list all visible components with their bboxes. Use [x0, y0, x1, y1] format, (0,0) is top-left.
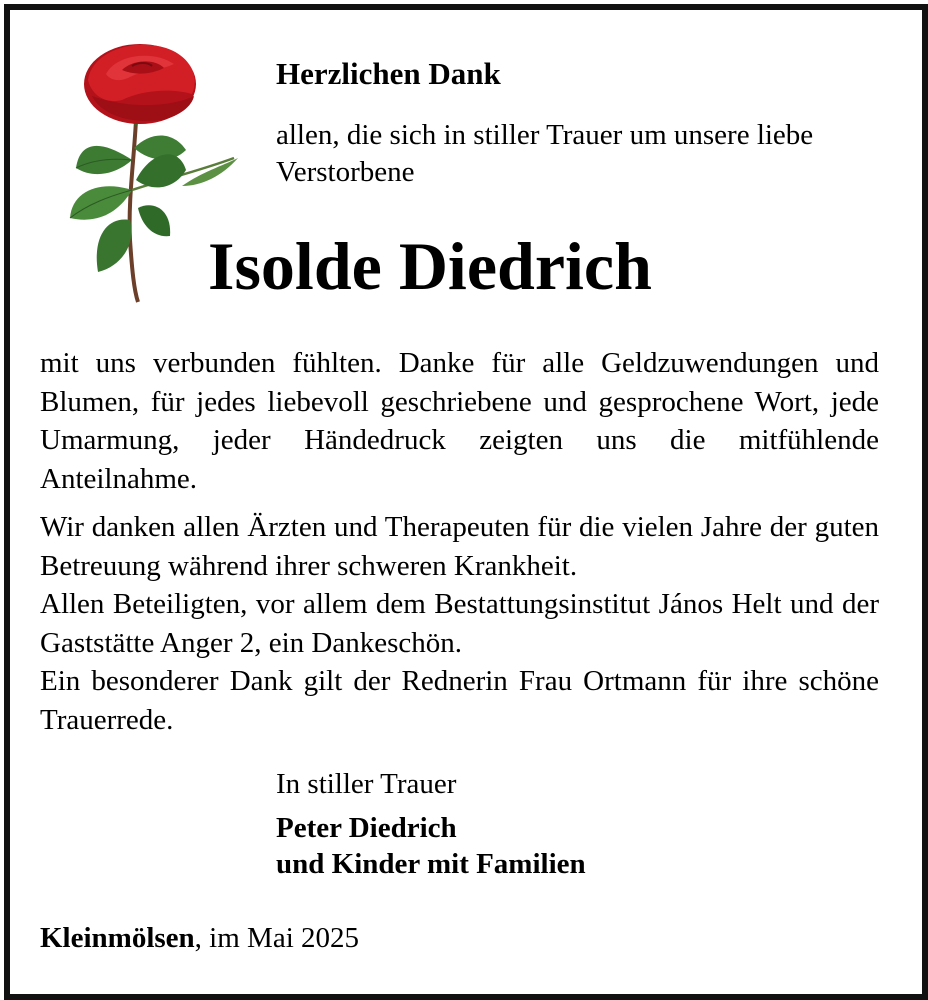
date: , im Mai 2025: [194, 922, 360, 954]
message-line: Wir danken allen Ärzten und Therapeuten für die vielen Jahre der guten Betreuung während ihrer schweren Krankheit.: [40, 511, 879, 582]
signature-line: und Kinder mit Familien: [276, 848, 586, 880]
place-date: [40, 920, 359, 956]
closing-phrase: In stiller Trauer: [276, 768, 457, 800]
heading: Herzlichen Dank: [276, 56, 501, 91]
place: Kleinmölsen: [40, 922, 195, 954]
message-paragraph: [40, 508, 879, 739]
deceased-name: Isolde Diedrich: [208, 228, 652, 304]
signature: [276, 810, 586, 882]
signature-line: Peter Diedrich: [276, 812, 457, 844]
message-paragraph: mit uns verbunden fühlten. Danke für alle Geldzuwendungen und Blumen, für jedes liebevoll geschriebene und gesprochene Wort, jede Umarmung, jeder Händedruck zeigten uns die mitfühlende Anteilnahme.: [40, 347, 879, 495]
message-line: Ein besonderer Dank gilt der Rednerin Frau Ortmann für ihre schöne Trauerrede.: [40, 665, 879, 736]
intro-text: allen, die sich in stiller Trauer um unsere liebe Verstorbene: [276, 119, 814, 188]
message-line: Allen Beteiligten, vor allem dem Bestattungsinstitut János Helt und der Gaststätte Anger 2, ein Dankeschön.: [40, 588, 879, 659]
message-body: [40, 344, 879, 749]
